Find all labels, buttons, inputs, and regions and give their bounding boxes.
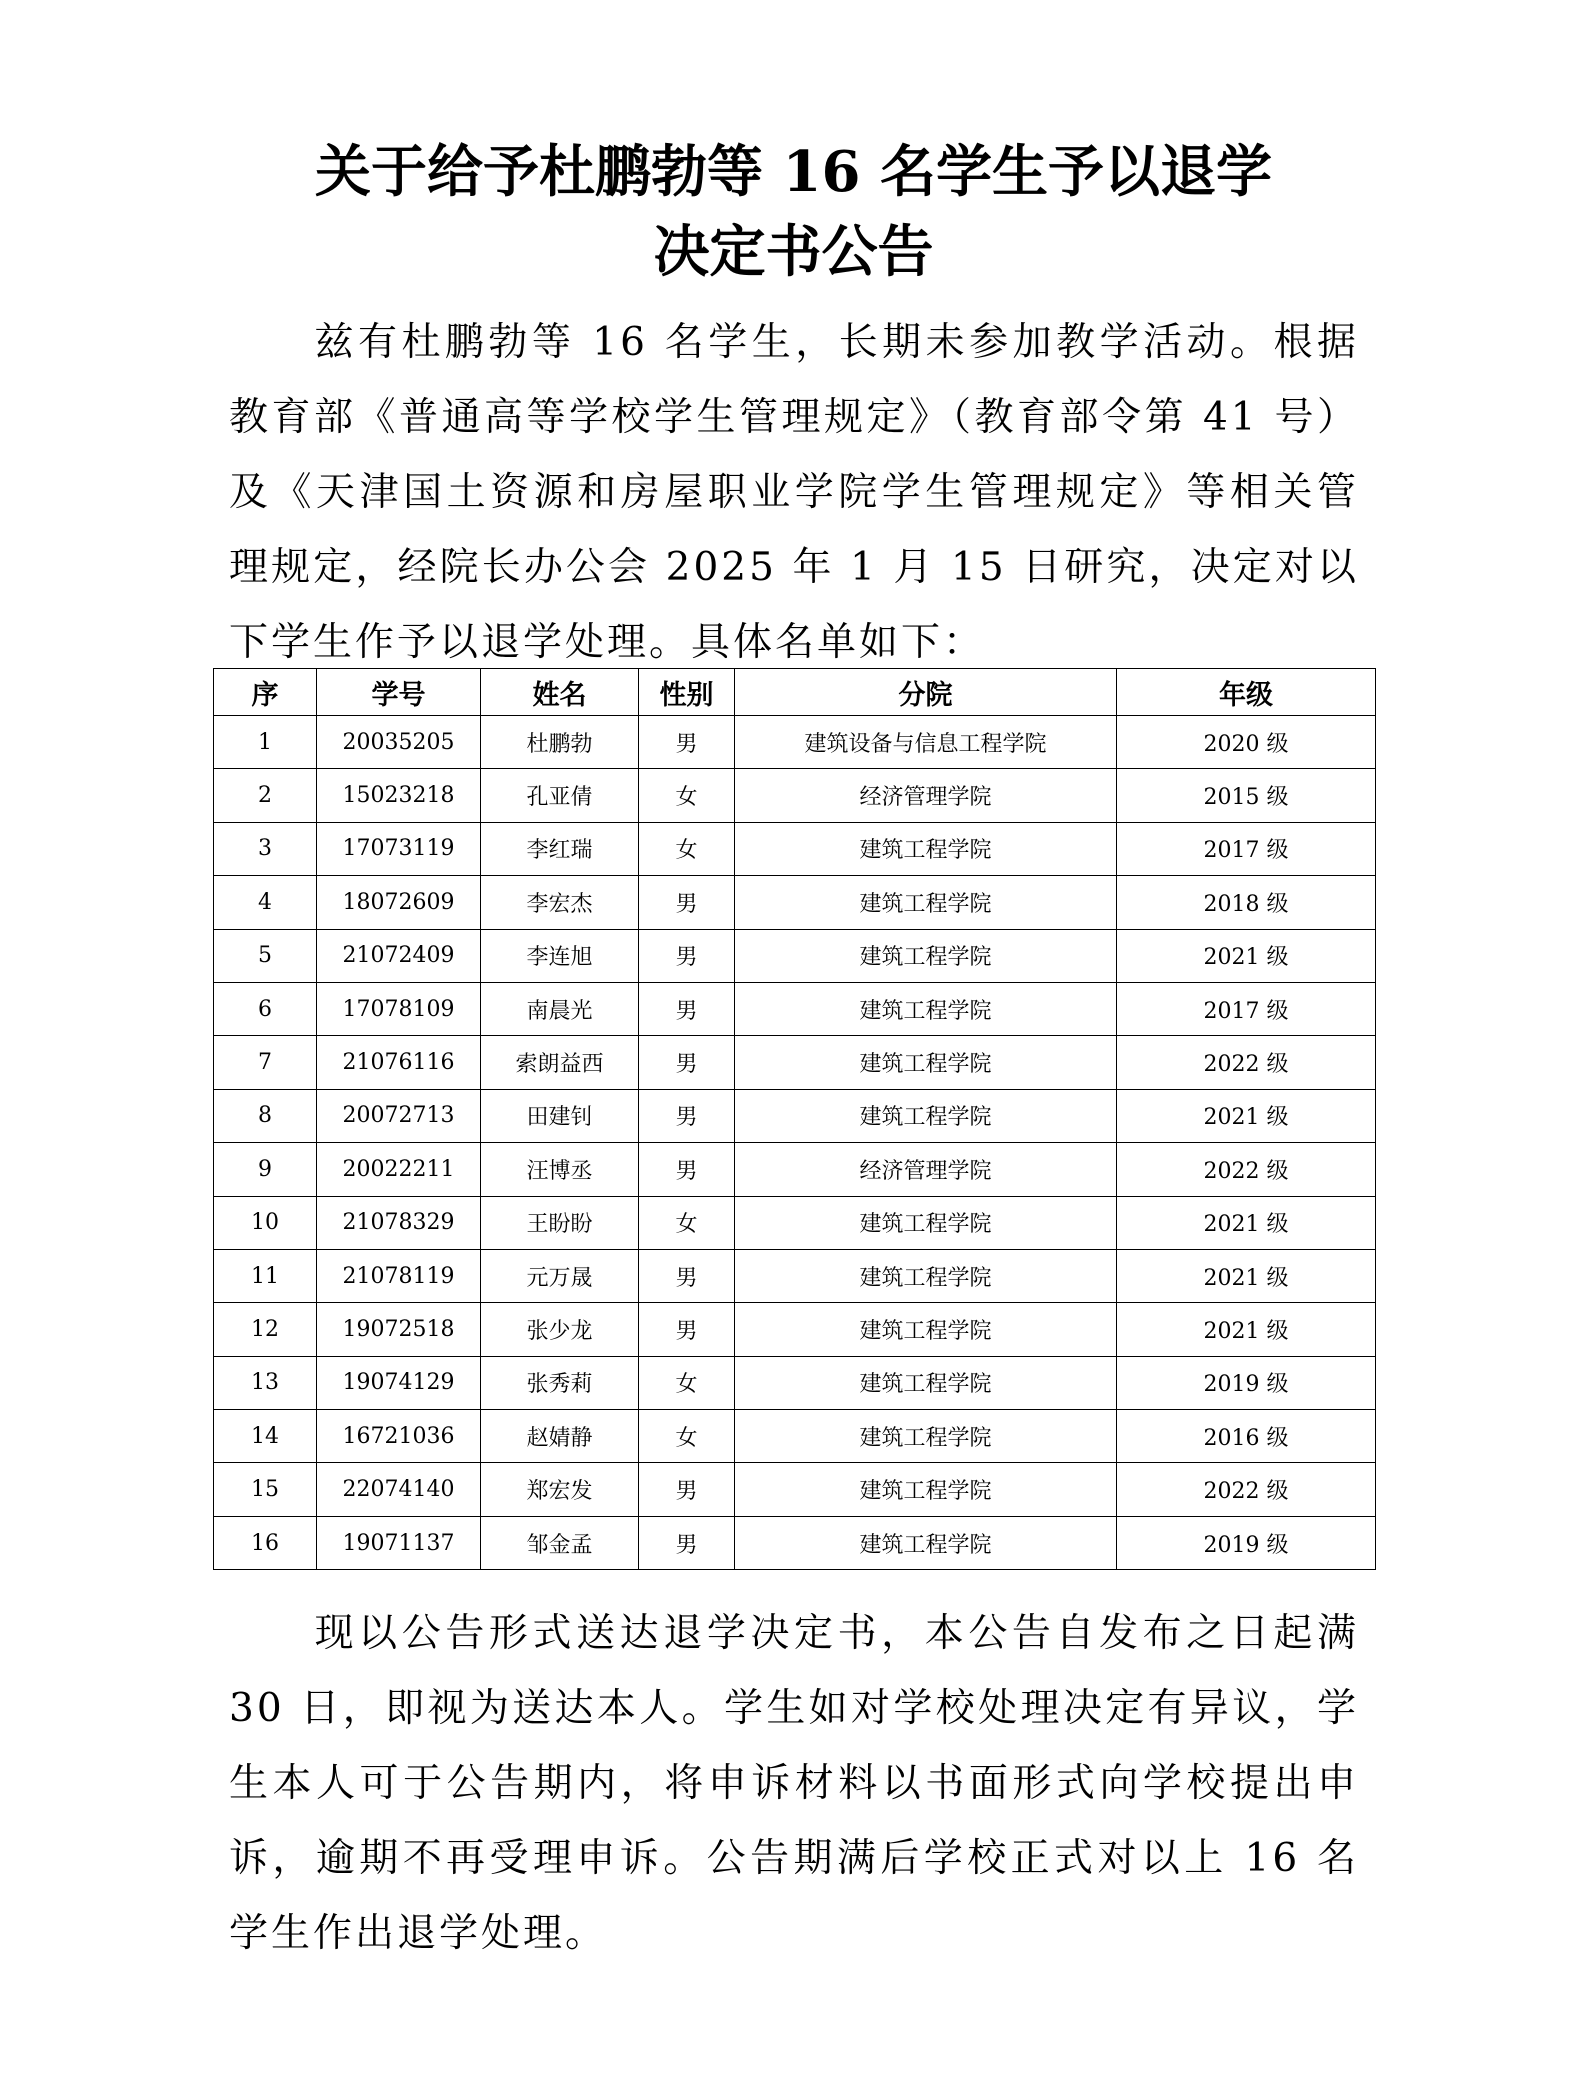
- cell-college: 建筑工程学院: [735, 1356, 1117, 1409]
- cell-grade: 2017 级: [1117, 982, 1376, 1035]
- cell-name: 王盼盼: [481, 1196, 639, 1249]
- cell-serial: 7: [214, 1036, 317, 1089]
- cell-student-id: 21078329: [317, 1196, 481, 1249]
- table-row: [214, 1303, 1376, 1356]
- cell-name: 索朗益西: [481, 1036, 639, 1089]
- cell-student-id: 19072518: [317, 1303, 481, 1356]
- cell-student-id: 17078109: [317, 982, 481, 1035]
- cell-student-id: 21078119: [317, 1249, 481, 1302]
- table-row: [214, 929, 1376, 982]
- cell-college: 建筑工程学院: [735, 929, 1117, 982]
- table-row: [214, 1410, 1376, 1463]
- cell-college: 建筑工程学院: [735, 1410, 1117, 1463]
- cell-college: 经济管理学院: [735, 1143, 1117, 1196]
- cell-name: 孔亚倩: [481, 769, 639, 822]
- cell-student-id: 20035205: [317, 716, 481, 769]
- cell-serial: 10: [214, 1196, 317, 1249]
- cell-name: 李连旭: [481, 929, 639, 982]
- cell-name: 张少龙: [481, 1303, 639, 1356]
- cell-college: 建筑工程学院: [735, 1089, 1117, 1142]
- notice-title-line-1: 关于给予杜鹏勃等 16 名学生予以退学: [315, 139, 1272, 205]
- cell-name: 邹金孟: [481, 1516, 639, 1569]
- cell-student-id: 19071137: [317, 1516, 481, 1569]
- table-row: [214, 1089, 1376, 1142]
- table-row: [214, 1196, 1376, 1249]
- cell-student-id: 20072713: [317, 1089, 481, 1142]
- cell-name: 田建钊: [481, 1089, 639, 1142]
- cell-college: 建筑工程学院: [735, 1036, 1117, 1089]
- table-row: [214, 982, 1376, 1035]
- cell-serial: 1: [214, 716, 317, 769]
- cell-gender: 男: [639, 1143, 735, 1196]
- cell-serial: 6: [214, 982, 317, 1035]
- cell-grade: 2021 级: [1117, 929, 1376, 982]
- cell-college: 建筑工程学院: [735, 876, 1117, 929]
- cell-gender: 男: [639, 1516, 735, 1569]
- cell-college: 建筑设备与信息工程学院: [735, 716, 1117, 769]
- intro-paragraph: [229, 305, 1359, 680]
- header-name: 姓名: [481, 669, 639, 716]
- cell-grade: 2021 级: [1117, 1196, 1376, 1249]
- table-row: [214, 876, 1376, 929]
- cell-college: 经济管理学院: [735, 769, 1117, 822]
- cell-grade: 2021 级: [1117, 1089, 1376, 1142]
- cell-name: 张秀莉: [481, 1356, 639, 1409]
- table-row: [214, 1356, 1376, 1409]
- intro-paragraph-text: 兹有杜鹏勃等 16 名学生，长期未参加教学活动。根据教育部《普通高等学校学生管理规定》（教育部令第 41 号）及《天津国土资源和房屋职业学院学生管理规定》等相关管理规定，经院长办公会 2025 年 1 月 15 日研究，决定对以下学生作予以退学处理。具体名单如下：: [229, 320, 1359, 665]
- cell-gender: 女: [639, 1356, 735, 1409]
- cell-grade: 2017 级: [1117, 822, 1376, 875]
- cell-serial: 2: [214, 769, 317, 822]
- closing-paragraph: [229, 1596, 1359, 1971]
- cell-grade: 2015 级: [1117, 769, 1376, 822]
- cell-name: 南晨光: [481, 982, 639, 1035]
- cell-name: 郑宏发: [481, 1463, 639, 1516]
- cell-serial: 14: [214, 1410, 317, 1463]
- cell-grade: 2020 级: [1117, 716, 1376, 769]
- cell-gender: 男: [639, 1036, 735, 1089]
- cell-college: 建筑工程学院: [735, 1516, 1117, 1569]
- cell-gender: 男: [639, 982, 735, 1035]
- table-row: [214, 822, 1376, 875]
- header-gender: 性别: [639, 669, 735, 716]
- cell-gender: 女: [639, 769, 735, 822]
- cell-college: 建筑工程学院: [735, 982, 1117, 1035]
- cell-serial: 12: [214, 1303, 317, 1356]
- header-serial: 序: [214, 669, 317, 716]
- cell-grade: 2022 级: [1117, 1463, 1376, 1516]
- cell-student-id: 16721036: [317, 1410, 481, 1463]
- cell-gender: 女: [639, 822, 735, 875]
- cell-grade: 2022 级: [1117, 1143, 1376, 1196]
- cell-gender: 男: [639, 1303, 735, 1356]
- table-body: [214, 716, 1376, 1570]
- cell-student-id: 21076116: [317, 1036, 481, 1089]
- cell-gender: 女: [639, 1410, 735, 1463]
- cell-grade: 2019 级: [1117, 1356, 1376, 1409]
- cell-gender: 男: [639, 716, 735, 769]
- cell-serial: 15: [214, 1463, 317, 1516]
- table-row: [214, 1036, 1376, 1089]
- cell-serial: 5: [214, 929, 317, 982]
- cell-student-id: 19074129: [317, 1356, 481, 1409]
- table-row: [214, 716, 1376, 769]
- cell-name: 李红瑞: [481, 822, 639, 875]
- cell-name: 赵婧静: [481, 1410, 639, 1463]
- cell-name: 元万晟: [481, 1249, 639, 1302]
- cell-serial: 16: [214, 1516, 317, 1569]
- cell-grade: 2021 级: [1117, 1249, 1376, 1302]
- cell-student-id: 15023218: [317, 769, 481, 822]
- cell-serial: 8: [214, 1089, 317, 1142]
- closing-paragraph-text: 现以公告形式送达退学决定书，本公告自发布之日起满 30 日，即视为送达本人。学生如对学校处理决定有异议，学生本人可于公告期内，将申诉材料以书面形式向学校提出申诉，逾期不再受理申诉。公告期满后学校正式对以上 16 名学生作出退学处理。: [229, 1611, 1359, 1956]
- table-row: [214, 1516, 1376, 1569]
- notice-title-line-2: 决定书公告: [653, 219, 934, 285]
- cell-college: 建筑工程学院: [735, 1249, 1117, 1302]
- table-header-row: [214, 669, 1376, 716]
- cell-college: 建筑工程学院: [735, 1303, 1117, 1356]
- cell-serial: 9: [214, 1143, 317, 1196]
- cell-serial: 3: [214, 822, 317, 875]
- cell-grade: 2018 级: [1117, 876, 1376, 929]
- cell-grade: 2019 级: [1117, 1516, 1376, 1569]
- cell-name: 李宏杰: [481, 876, 639, 929]
- cell-name: 杜鹏勃: [481, 716, 639, 769]
- table-row: [214, 1463, 1376, 1516]
- cell-student-id: 20022211: [317, 1143, 481, 1196]
- table-row: [214, 1143, 1376, 1196]
- cell-serial: 4: [214, 876, 317, 929]
- cell-college: 建筑工程学院: [735, 822, 1117, 875]
- cell-name: 汪博丞: [481, 1143, 639, 1196]
- cell-student-id: 21072409: [317, 929, 481, 982]
- cell-gender: 男: [639, 929, 735, 982]
- cell-grade: 2016 级: [1117, 1410, 1376, 1463]
- header-grade: 年级: [1117, 669, 1376, 716]
- cell-serial: 13: [214, 1356, 317, 1409]
- header-student-id: 学号: [317, 669, 481, 716]
- table-row: [214, 1249, 1376, 1302]
- cell-grade: 2022 级: [1117, 1036, 1376, 1089]
- cell-gender: 男: [639, 1463, 735, 1516]
- cell-gender: 女: [639, 1196, 735, 1249]
- header-college: 分院: [735, 669, 1117, 716]
- cell-student-id: 18072609: [317, 876, 481, 929]
- cell-student-id: 17073119: [317, 822, 481, 875]
- student-list-table: [213, 668, 1376, 1570]
- cell-grade: 2021 级: [1117, 1303, 1376, 1356]
- cell-gender: 男: [639, 1249, 735, 1302]
- cell-student-id: 22074140: [317, 1463, 481, 1516]
- cell-gender: 男: [639, 1089, 735, 1142]
- table-row: [214, 769, 1376, 822]
- cell-gender: 男: [639, 876, 735, 929]
- cell-college: 建筑工程学院: [735, 1196, 1117, 1249]
- cell-college: 建筑工程学院: [735, 1463, 1117, 1516]
- cell-serial: 11: [214, 1249, 317, 1302]
